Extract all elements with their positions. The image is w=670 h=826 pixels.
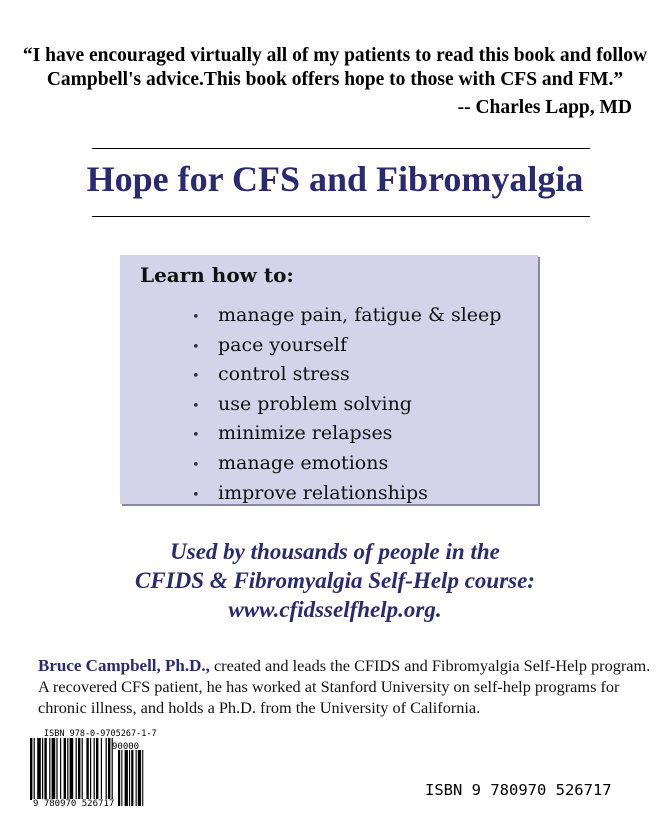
isbn-text: ISBN 9 780970 526717 (425, 781, 612, 799)
page-title: Hope for CFS and Fibromyalgia (86, 159, 584, 199)
bullet-icon: • (192, 398, 200, 414)
list-item (192, 302, 501, 332)
bullet-icon: • (192, 487, 200, 503)
learn-list (192, 302, 501, 509)
bullet-icon: • (192, 339, 200, 355)
barcode-price-code: 90000 (112, 742, 140, 752)
barcode-isbn-label: ISBN 978-0-9705267-1-7 (44, 729, 157, 739)
promo-line-1: Used by thousands of people in the (170, 539, 500, 564)
barcode-image (28, 728, 146, 810)
barcode-number: 9 780970 526717 (33, 799, 115, 809)
promo-text (0, 537, 670, 624)
list-item (192, 420, 501, 450)
bullet-icon: • (192, 428, 200, 444)
bottom-rule (92, 216, 590, 217)
author-bio (38, 655, 658, 718)
list-item-text: improve relationships (218, 481, 428, 504)
promo-url: www.cfidsselfhelp.org. (228, 597, 442, 622)
list-item-text: manage emotions (218, 451, 389, 474)
bullet-icon: • (192, 457, 200, 473)
author-name: Bruce Campbell, Ph.D., (38, 656, 210, 675)
list-item-text: minimize relapses (218, 422, 393, 445)
list-item-text: control stress (218, 363, 350, 386)
bullet-icon: • (192, 369, 200, 385)
quote-attribution: -- Charles Lapp, MD (457, 97, 632, 118)
list-item (192, 450, 501, 480)
top-rule (92, 148, 590, 149)
list-item-text: pace yourself (218, 333, 348, 356)
list-item (192, 480, 501, 510)
list-item-text: use problem solving (218, 392, 412, 415)
list-item (192, 391, 501, 421)
list-item (192, 332, 501, 362)
list-item-text: manage pain, fatigue & sleep (218, 304, 502, 326)
bio-text: created and leads the CFIDS and Fibromyalgia Self-Help program. A recovered CFS patient, he has worked at Stanford University on self-help programs for chronic illness, and holds a Ph.D. from the University of California. (38, 656, 651, 717)
promo-line-2: CFIDS & Fibromyalgia Self-Help course: (135, 568, 535, 593)
quote-line-1: “I have encouraged virtually all of my patients to read this book and follow (22, 45, 648, 66)
quote-line-2: Campbell's advice.This book offers hope to those with CFS and FM.” (46, 69, 624, 90)
learn-box (120, 255, 538, 504)
list-item (192, 361, 501, 391)
bullet-icon: • (192, 310, 200, 325)
learn-heading: Learn how to: (140, 263, 294, 287)
